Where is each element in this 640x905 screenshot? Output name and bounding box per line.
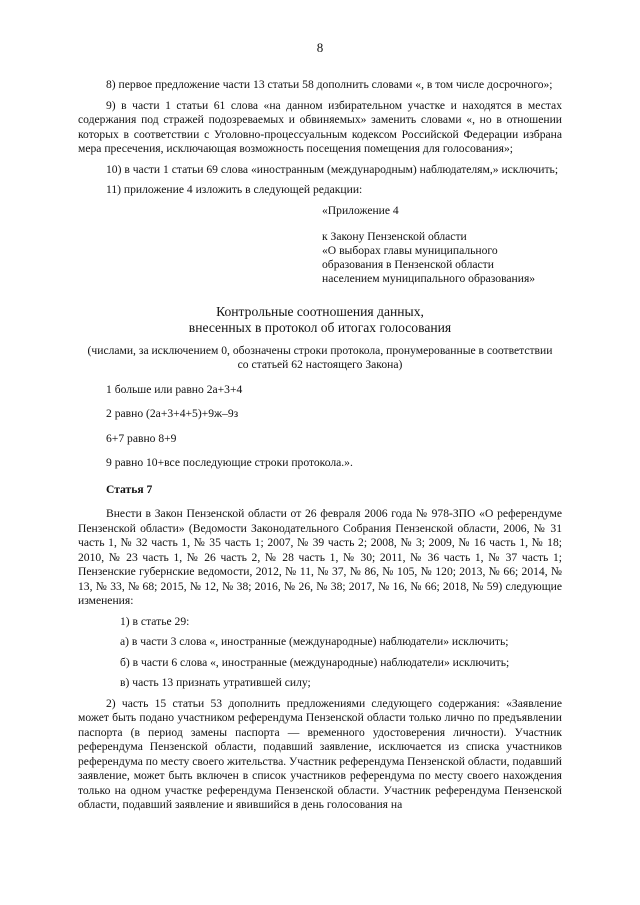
item-9: 9) в части 1 статьи 61 слова «на данном избирательном участке и находятся в местах содержания под стражей подозреваемых и обвиняемых» заменить словами «, но в отношении которых в соответствии с Уголовно-процессуальным кодексом Российской Федерации избрана мера пресечения, исключающая возможность посещения помещения для голосования»; [78, 98, 562, 155]
appendix-ref-line: «О выборах главы муниципального [322, 243, 498, 257]
page-number: 8 [316, 40, 324, 55]
article-7-item-2: 2) часть 15 статьи 53 дополнить предложениями следующего содержания: «Заявление может быть подано участником референдума Пензенской области только лично по предъявлении паспорта (в период замены паспорта — временного удостоверения личности). Участник референдума Пензенской области, подавший заявление, исключается из списка участников референдума по месту своего жительства. Участник референдума Пензенской области, подавший заявление, может быть включен в список участников референдума по месту своего нахождения только на одном участке референдума Пензенской области. Участник референдума Пензенской области, подавший заявление и явившийся в день голосования на [78, 696, 562, 811]
appendix-ref-line: населением муниципального образования» [322, 271, 536, 285]
control-heading-line: Контрольные соотношения данных, [216, 303, 424, 319]
item-10: 10) в части 1 статьи 69 слова «иностранным (международным) наблюдателям,» исключить; [106, 162, 559, 176]
control-heading-line: внесенных в протокол об итогах голосования [188, 319, 452, 335]
control-note: (числами, за исключением 0, обозначены строки протокола, пронумерованные в соответствии со статьей 62 настоящего Закона) [87, 343, 553, 371]
relation-line: 6+7 равно 8+9 [106, 431, 177, 445]
appendix-ref-line: к Закону Пензенской области [322, 229, 467, 243]
item-11: 11) приложение 4 изложить в следующей редакции: [106, 183, 363, 196]
relation-line: 1 больше или равно 2а+3+4 [106, 382, 243, 396]
article-7-item-1b: б) в части 6 слова «, иностранные (международные) наблюдатели» исключить; [120, 655, 510, 669]
article-7-title: Статья 7 [106, 482, 153, 496]
item-8: 8) первое предложение части 13 статьи 58 дополнить словами «, в том числе досрочного»; [106, 78, 553, 91]
appendix-ref-line: образования в Пензенской области [322, 257, 494, 271]
article-7-item-1: 1) в статье 29: [120, 614, 190, 628]
article-7-item-1c: в) часть 13 признать утратившей силу; [120, 676, 311, 689]
relation-line: 2 равно (2а+3+4+5)+9ж–9з [106, 407, 239, 420]
article-7-item-1a: а) в части 3 слова «, иностранные (международные) наблюдатели» исключить; [120, 635, 509, 648]
appendix-title: «Приложение 4 [322, 203, 399, 217]
relation-line: 9 равно 10+все последующие строки протокола.». [106, 456, 353, 469]
article-7-intro: Внести в Закон Пензенской области от 26 февраля 2006 года № 978-ЗПО «О референдуме Пензенской области» (Ведомости Законодательного Собрания Пензенской области, 2006, № 31 часть 1, № 32 часть 1, № 35 часть 1; 2007, № 39 часть 2; 2008, № 3; 2009, № 16 часть 1, № 18; 2010, № 23 часть 1, № 26 часть 2, № 28 часть 1, № 30; 2011, № 36 часть 1, № 37 часть 1; Пензенские губернские ведомости, 2012, № 11, № 37, № 86, № 105, № 120; 2013, № 66; 2014, № 13, № 33, № 68; 2015, № 12, № 38; 2016, № 26, № 38; 2017, № 16, № 66; 2018, № 59) следующие изменения: [78, 507, 562, 607]
control-heading [78, 304, 562, 336]
document-body [78, 78, 562, 819]
appendix-reference [322, 204, 562, 286]
